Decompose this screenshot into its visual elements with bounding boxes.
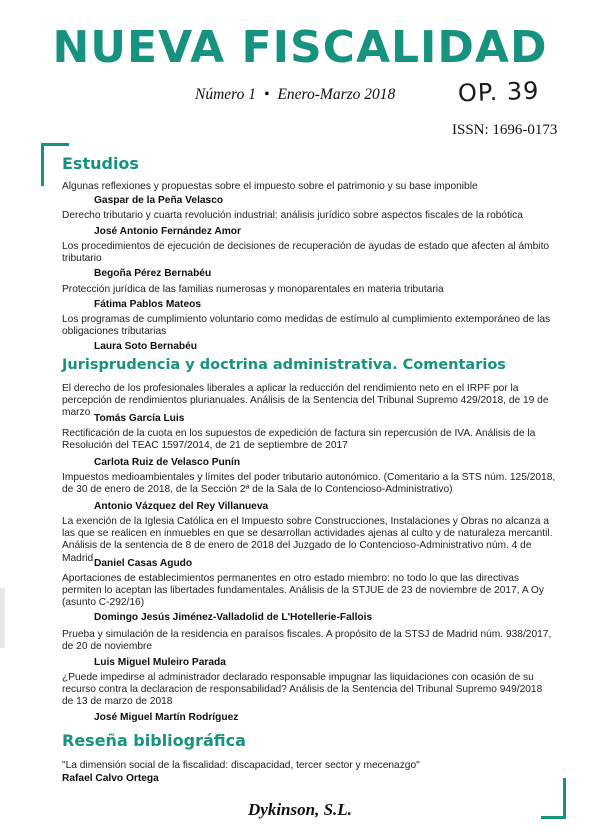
article-author: Antonio Vázquez del Rey Villanueva bbox=[94, 501, 269, 512]
article-author: Carlota Ruiz de Velasco Punín bbox=[94, 457, 241, 468]
issue-period: Enero-Marzo 2018 bbox=[277, 86, 396, 103]
handwritten-note: OP. 39 bbox=[457, 76, 540, 108]
article-author: Daniel Casas Agudo bbox=[94, 558, 193, 569]
article-author: Luis Miguel Muleiro Parada bbox=[94, 657, 226, 668]
article-title: Los programas de cumplimiento voluntario como medidas de estímulo al cumplimiento extemporáneo de las obligaciones tributarias bbox=[62, 314, 551, 338]
section-title-resena: Reseña bibliográfica bbox=[62, 731, 246, 750]
article-title: "La dimensión social de la fiscalidad: discapacidad, tercer sector y mecenazgo" bbox=[62, 760, 420, 771]
article-title: Protección jurídica de las familias numerosas y monoparentales en materia tributaria bbox=[62, 284, 444, 295]
publisher-logo: Dykinson, S.L. bbox=[248, 800, 352, 819]
article-title: Prueba y simulación de la residencia en paraísos fiscales. A propósito de la STSJ de Madrid núm. 938/2017, de 20 de noviembre bbox=[62, 629, 552, 653]
journal-title: NUEVA FISCALIDAD bbox=[52, 22, 548, 73]
issn: ISSN: 1696-0173 bbox=[452, 122, 558, 138]
section-title-estudios: Estudios bbox=[62, 154, 139, 173]
article-title: Derecho tributario y cuarta revolución industrial: análisis jurídico sobre aspectos fiscales de la robótica bbox=[62, 210, 523, 221]
issue-number: Número 1 bbox=[195, 86, 256, 103]
issue-separator: • bbox=[264, 86, 270, 103]
article-author: Fátima Pablos Mateos bbox=[94, 299, 201, 310]
corner-bracket-bottom bbox=[541, 778, 566, 819]
article-author: Begoña Pérez Bernabéu bbox=[94, 268, 212, 279]
article-author: José Miguel Martín Rodríguez bbox=[94, 712, 239, 723]
article-author: Rafael Calvo Ortega bbox=[62, 773, 159, 784]
article-title: Aportaciones de establecimientos permanentes en otro estado miembro: no todo lo que las directivas permiten lo aceptan las libertades fundamentales. Análisis de la STJUE de 23 de noviembre de 2017, A Oy (asunto C-292/16) bbox=[62, 573, 544, 609]
article-title: El derecho de los profesionales liberales a aplicar la reducción del rendimiento neto en el IRPF por la percepción de rendimientos plurianuales. Análisis de la Sentencia del Tribunal Supremo 429/2018, de 19 de marzo bbox=[62, 383, 549, 419]
issue-line bbox=[195, 86, 395, 104]
article-author: Tomás García Luis bbox=[94, 413, 185, 424]
article-author: Laura Soto Bernabéu bbox=[94, 341, 198, 352]
article-title: Rectificación de la cuota en los supuestos de expedición de factura sin repercusión de IVA. Análisis de la Resolución del TEAC 1597/2014, de 21 de septiembre de 2017 bbox=[62, 428, 536, 452]
section-title-jurisprudencia: Jurisprudencia y doctrina administrativa. Comentarios bbox=[62, 357, 506, 373]
article-title: ¿Puede impedirse al administrador declarado responsable impugnar las liquidaciones con ocasión de su recurso contra la declaracion de responsabilidad? Análisis de la Sentencia del Tribunal Supremo 949/2018 de 13 de marzo de 2018 bbox=[62, 672, 543, 708]
article-title: Impuestos medioambientales y límites del poder tributario autonómico. (Comentario a la STS núm. 125/2018, de 30 de enero de 2018, de la Sección 2ª de la Sala de lo Contencioso-Administrativo) bbox=[62, 472, 556, 496]
article-author: Domingo Jesús Jiménez-Valladolid de L'Hotellerie-Fallois bbox=[94, 612, 373, 623]
article-author: Gaspar de la Peña Velasco bbox=[94, 195, 224, 206]
article-title: La exención de la Iglesia Católica en el Impuesto sobre Construcciones, Instalaciones y Obras no alcanza a las que se realicen en inmuebles en que se desarrollan actividades ajenas al culto y de naturaleza mercantil. Análisis de la sentencia de 8 de enero de 2018 del Juzgado de lo Contencioso-Administrativo núm. 4 de Madrid bbox=[62, 516, 553, 564]
article-title: Los procedimientos de ejecución de decisiones de recuperación de ayudas de estado que afecten al ámbito tributario bbox=[62, 241, 550, 265]
article-title: Algunas reflexiones y propuestas sobre el impuesto sobre el patrimonio y su base imponible bbox=[62, 181, 478, 192]
article-author: José Antonio Fernández Amor bbox=[94, 226, 241, 237]
scan-edge-mark bbox=[0, 588, 5, 648]
